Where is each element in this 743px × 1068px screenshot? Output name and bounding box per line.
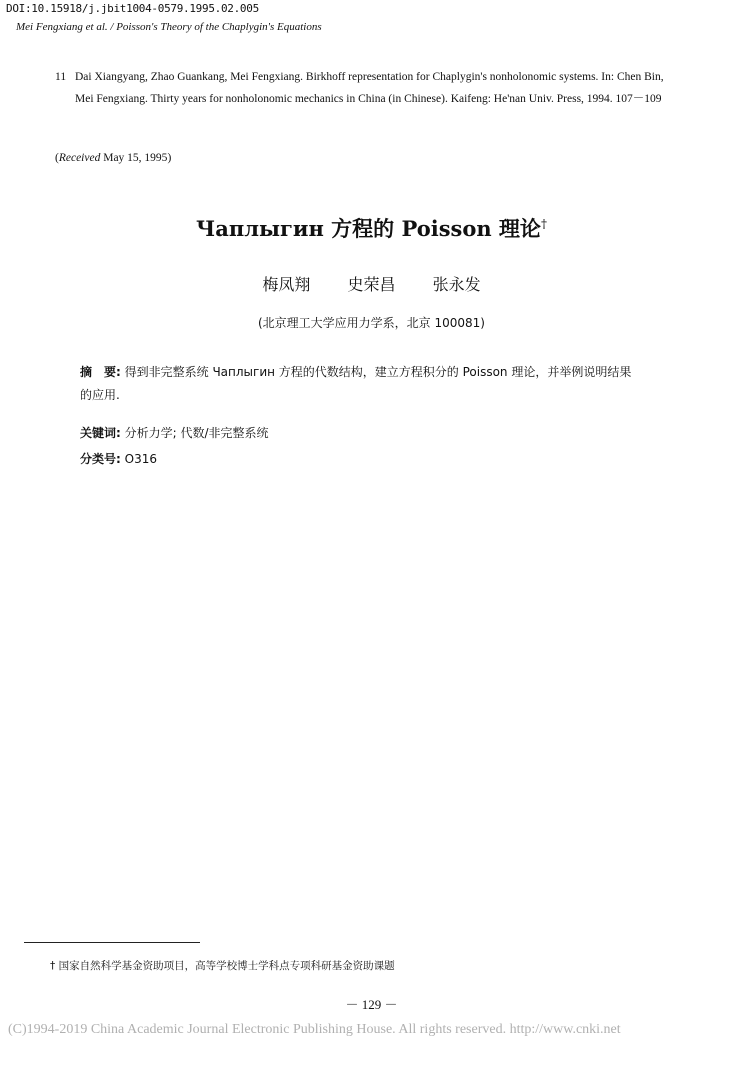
received-date: (Received May 15, 1995) — [55, 152, 172, 164]
affiliation: (北京理工大学应用力学系，北京 100081) — [258, 316, 485, 330]
author-name: 张永发 — [432, 275, 481, 294]
keywords-label: 关键词: — [80, 426, 121, 440]
doi-line: DOI:10.15918/j.jbit1004-0579.1995.02.005 — [6, 2, 259, 15]
keywords-text: 分析力学; 代数/非完整系统 — [124, 426, 269, 440]
reference-number: 11 — [55, 71, 67, 83]
footnote-divider — [24, 942, 200, 943]
keywords — [80, 424, 269, 441]
classification-text: O316 — [124, 452, 157, 466]
article-title — [0, 213, 743, 243]
author-name: 史荣昌 — [347, 275, 396, 294]
received-label: Received — [58, 152, 101, 164]
abstract-text: 得到非完整系统 Чаплыгин 方程的代数结构，建立方程积分的 Poisson 理论，并举例说明结果的应用. — [80, 365, 632, 402]
classification — [80, 450, 157, 467]
reference-entry — [55, 66, 665, 110]
footnote: † 国家自然科学基金资助项目，高等学校博士学科点专项科研基金资助课题 — [50, 960, 395, 972]
reference-text: Dai Xiangyang, Zhao Guankang, Mei Fengxiang. Birkhoff representation for Chaplygin's nonholonomic systems. In: Chen Bin, Mei Fengxiang. Thirty years for nonholonomic mechanics in China (in Chinese). Kaifeng: He'nan Univ. Press, 1994. 107－109 — [75, 71, 664, 105]
page-number: － 129 － — [345, 997, 398, 1012]
classification-label: 分类号: — [80, 452, 121, 466]
running-title: Mei Fengxiang et al. / Poisson's Theory of the Chaplygin's Equations — [16, 21, 322, 33]
article-title-text: Чаплыгин 方程的 Poisson 理论 — [196, 216, 541, 241]
author-name: 梅凤翔 — [262, 275, 311, 294]
received-value: May 15, 1995 — [103, 152, 168, 164]
title-footnote-mark: † — [540, 217, 547, 231]
abstract-label: 摘 要: — [80, 365, 121, 379]
copyright-watermark: (C)1994-2019 China Academic Journal Electronic Publishing House. All rights reserved. http://www.cnki.net — [8, 1022, 621, 1037]
author-list — [0, 272, 743, 295]
abstract — [80, 361, 640, 407]
